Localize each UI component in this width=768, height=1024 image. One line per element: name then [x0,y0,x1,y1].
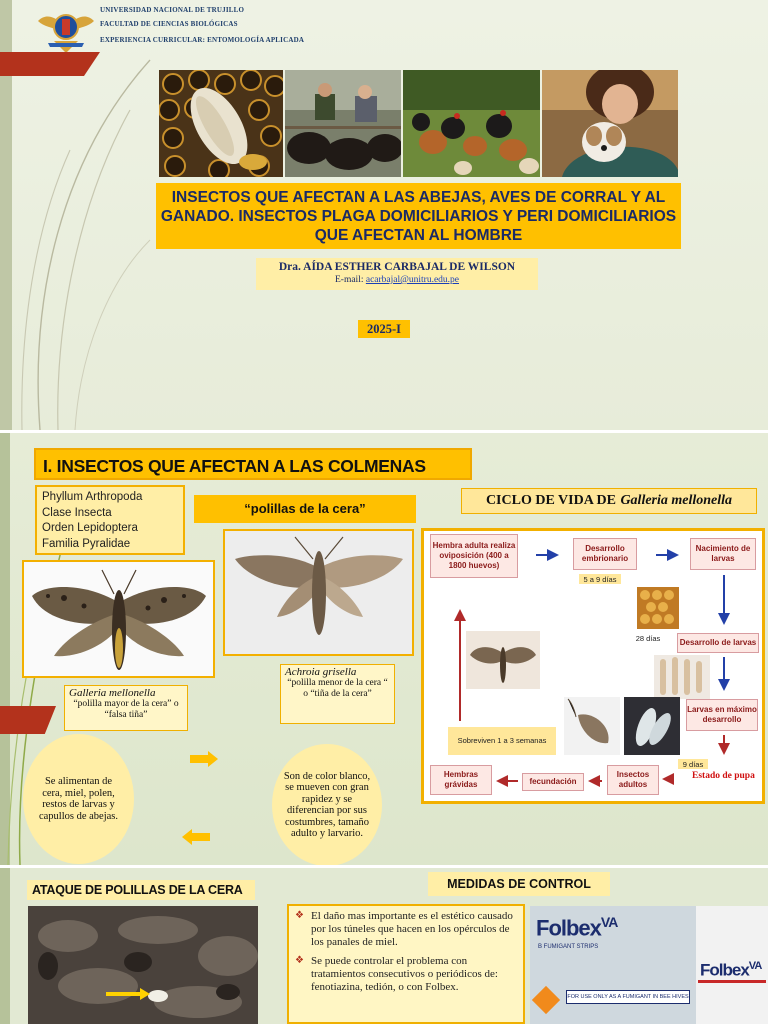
photo-girl-with-dog [542,70,678,177]
cycle-adults: Insectos adultos [607,765,659,795]
cycle-survive: Sobreviven 1 a 3 semanas [448,727,556,755]
galleria-desc: “polilla mayor de la cera” o “falsa tiña” [73,699,179,720]
cycle-embryo: Desarrollo embrionario [573,538,637,570]
product-note: FOR USE ONLY AS A FUMIGANT IN BEE HIVES [566,990,690,1004]
cycle-days-embryo: 5 a 9 días [579,574,621,584]
control-measures-slide [0,868,768,1024]
course-name: EXPERIENCIA CURRICULAR: ENTOMOLOGÍA APLICADA [100,36,305,44]
achroia-caption [280,664,395,724]
author-email-link[interactable]: acarbajal@unitru.edu.pe [365,275,460,285]
appearance-circle: Son de color blanco, se mueven con gran rapidez y se diferencian por sus costumbres, tamaño adulto y larvario. [272,744,382,865]
life-cycle-diagram [421,528,765,804]
cycle-hatch: Nacimiento de larvas [690,538,756,570]
presentation-title: INSECTOS QUE AFECTAN A LAS ABEJAS, AVES DE CORRAL Y AL GANADO. INSECTOS PLAGA DOMICILIARIOS Y PERI DOMICILIARIOS QUE AFECTAN AL HOMBRE [160,188,677,244]
bullet-diamond-icon: ❖ [295,910,304,921]
taxonomy-class: Clase Insecta [42,506,112,519]
photo-poultry [403,70,540,177]
cycle-female-laying: Hembra adulta realiza oviposición (400 a 1800 huevos) [430,534,518,578]
author-email-line [256,275,538,285]
life-cycle-title [461,488,757,514]
section-heading: I. INSECTOS QUE AFECTAN A LAS COLMENAS [43,456,426,476]
achroia-name: Achroia grisella [285,666,357,678]
hive-insects-slide [0,433,768,865]
cycle-fecundation: fecundación [522,773,584,791]
university-name: UNIVERSIDAD NACIONAL DE TRUJILLO [100,6,245,14]
galleria-photo [22,560,215,678]
cycle-egg-comb-photo [637,587,679,629]
wax-damage-photo [28,906,258,1024]
red-accent-tab [0,52,100,76]
cycle-pupae-photo [624,697,680,755]
title-slide [0,0,768,430]
email-label: E-mail: [334,275,364,285]
taxonomy-family: Familia Pyralidae [42,537,131,550]
bullet-diamond-icon: ❖ [295,955,304,966]
author-name: Dra. AÍDA ESTHER CARBAJAL DE WILSON [278,261,516,273]
achroia-photo [223,529,414,656]
university-seal-logo [34,3,98,55]
cycle-gravid: Hembras grávidas [430,765,492,795]
cycle-larva-max: Larvas en máximo desarrollo [686,699,758,731]
cycle-larva-dev: Desarrollo de larvas [677,633,759,653]
taxonomy-phyllum: Phyllum Arthropoda [42,491,143,503]
author-box [256,258,538,290]
control-bullets-box [287,904,525,1024]
cycle-days-pupa: 9 días [678,759,708,769]
product-box-front [530,906,696,1024]
galleria-caption [64,685,188,731]
cycle-adult-moth-photo [466,631,540,689]
product-brand-front: Folbex$^{VA}$ [536,914,618,941]
faculty-name: FACULTAD DE CIENCIAS BIOLÓGICAS [100,20,238,28]
presentation-title-box [156,183,681,249]
arrow-left-icon [182,829,212,845]
feeding-circle: Se alimentan de cera, miel, polen, restos de larvas y capullos de abejas. [23,734,134,864]
cycle-larvae-photo [654,655,710,699]
control-bullet-2 [295,955,517,994]
achroia-desc: “polilla menor de la cera “ o “tiña de la cera” [287,678,388,699]
control-bullet-1-text: El daño mas importante es el estético causado por los túneles que hacen en los opérculos de los panales de miel. [311,910,513,948]
cycle-title-species: Galleria mellonella [620,493,733,508]
cycle-pupa: Estado de pupa [692,771,755,781]
cycle-moth-photo [564,697,620,755]
product-brand-side: Folbex$^{VA}$ [700,960,762,980]
wax-moths-banner: “polillas de la cera” [194,495,416,523]
slide-side-bar [0,868,10,1024]
hazard-icon [532,986,560,1014]
photo-cattle-farmers [285,70,401,177]
control-bullet-1 [295,910,517,949]
arrow-right-icon [188,751,220,767]
taxonomy-order: Orden Lepidoptera [42,522,138,534]
product-sub: B FUMIGANT STRIPS [538,944,599,950]
folbex-product-photo [530,906,768,1024]
attack-title: ATAQUE DE POLILLAS DE LA CERA [27,880,255,900]
product-red-stripe [698,980,766,983]
term-badge: 2025-I [358,320,410,338]
cycle-days-larva: 28 días [635,633,661,643]
section-heading-box [34,448,472,480]
taxonomy-box [35,485,185,555]
control-bullet-2-text: Se puede controlar el problema con tratamientos consecutivos o periódicos de: fenotiazina, tedión, o con Folbex. [311,955,498,993]
control-title: MEDIDAS DE CONTROL [428,872,610,896]
product-box-side [696,906,768,1024]
cycle-title-prefix: CICLO DE VIDA DE [485,493,616,508]
photo-wax-moth [159,70,283,177]
galleria-name: Galleria mellonella [69,687,156,699]
